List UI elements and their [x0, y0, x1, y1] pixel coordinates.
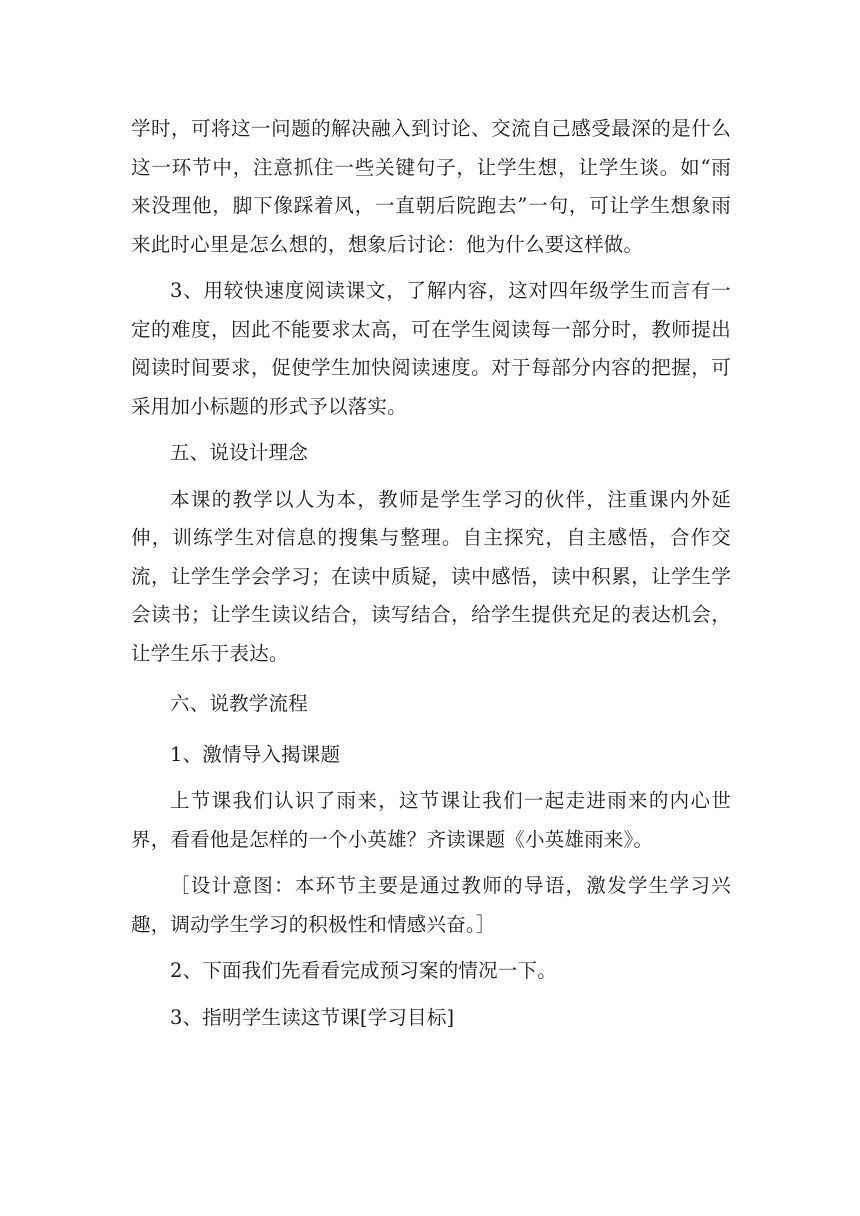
step-heading-introduction: 1、激情导入揭课题 [170, 742, 341, 766]
step-learning-goals: 3、指明学生读这节课[学习目标] [170, 1005, 455, 1029]
paragraph-design-concept: 本课的教学以人为本，教师是学生学习的伙伴，注重课内外延伸，训练学生对信息的搜集与整理。自主探究，自主感悟，合作交流，让学生学会学习；在读中质疑，读中感悟，读中积累，让学生学会读书；让学生读议结合，读写结合，给学生提供充足的表达机会，让学生乐于表达。 [131, 487, 731, 665]
paragraph-item-3-reading-speed: 3、用较快速度阅读课文，了解内容，这对四年级学生而言有一定的难度，因此不能要求太高，可在学生阅读每一部分时，教师提出阅读时间要求，促使学生加快阅读速度。对于每部分内容的把握，可采用加小标题的形式予以落实。 [131, 279, 731, 418]
step-preview-check: 2、下面我们先看看完成预习案的情况一下。 [170, 959, 557, 982]
section-heading-design-concept: 五、说设计理念 [170, 441, 308, 464]
section-heading-teaching-process: 六、说教学流程 [170, 692, 308, 715]
document-body [131, 110, 731, 1037]
paragraph-introduction: 上节课我们认识了雨来，这节课让我们一起走进雨来的内心世界，看看他是怎样的一个小英雄？齐读课题《小英雄雨来》。 [131, 789, 731, 851]
paragraph-design-intent: ［设计意图：本环节主要是通过教师的导语，激发学生学习兴趣，调动学生学习的积极性和情感兴奋。］ [131, 874, 731, 936]
paragraph-continuation: 学时，可将这一问题的解决融入到讨论、交流自己感受最深的是什么这一环节中，注意抓住一些关键句子，让学生想，让学生谈。如“雨来没理他，脚下像踩着风，一直朝后院跑去”一句，可让学生想象雨来此时心里是怎么想的，想象后讨论：他为什么要这样做。 [131, 117, 731, 256]
